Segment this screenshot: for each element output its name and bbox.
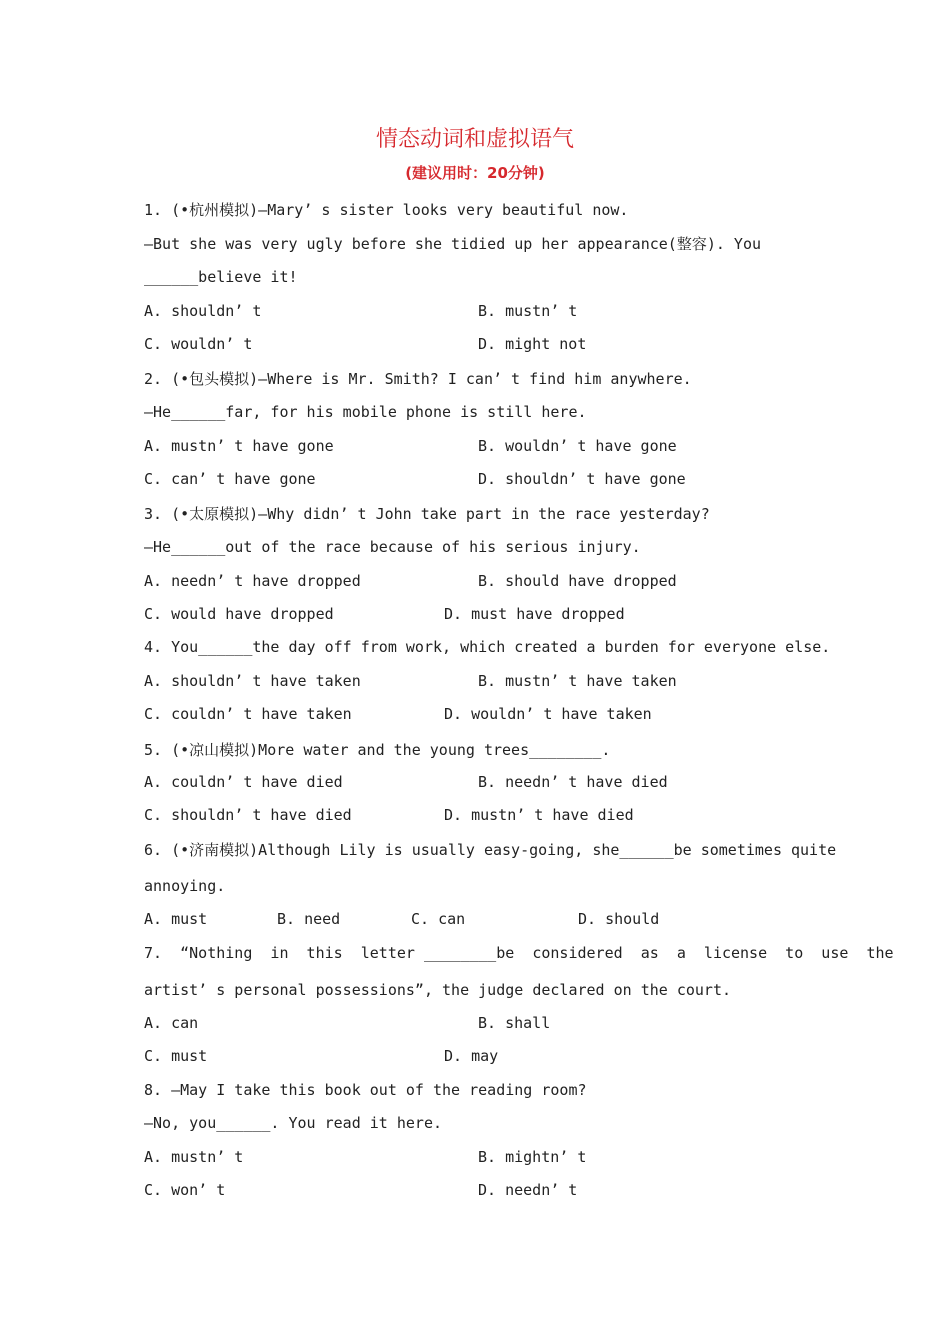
question-5-option-d: D. mustn’ t have died [444, 806, 634, 824]
question-5-stem: 5. (•凉山模拟)More water and the young trees________. [144, 741, 611, 759]
question-1-option-d: D. might not [478, 335, 587, 353]
question-7-stem: 7. “Nothing in this letter ________be considered as a license to use the [144, 944, 894, 962]
page-title: 情态动词和虚拟语气 [375, 127, 574, 152]
question-1-option-b: B. mustn’ t [478, 302, 578, 320]
question-4-stem: 4. You______the day off from work, which created a burden for everyone else. [144, 638, 831, 656]
question-6-option-c: C. can [411, 910, 466, 928]
question-8-option-c: C. won’ t [144, 1181, 226, 1199]
question-4-option-b: B. mustn’ t have taken [478, 672, 677, 690]
question-5-option-c: C. shouldn’ t have died [144, 806, 352, 824]
question-5-option-b: B. needn’ t have died [478, 773, 668, 791]
question-2-option-d: D. shouldn’ t have gone [478, 470, 686, 488]
question-6-stem: 6. (•济南模拟)Although Lily is usually easy-going, she______be sometimes quite [144, 841, 837, 859]
question-1-option-c: C. wouldn’ t [144, 335, 253, 353]
question-7-option-a: A. can [144, 1014, 199, 1032]
question-2-option-c: C. can’ t have gone [144, 470, 316, 488]
question-8-option-b: B. mightn’ t [478, 1148, 587, 1166]
question-2-line-2: —He______far, for his mobile phone is still here. [144, 403, 587, 421]
question-3-option-c: C. would have dropped [144, 605, 334, 623]
question-3-option-d: D. must have dropped [444, 605, 625, 623]
question-3-line-2: —He______out of the race because of his serious injury. [144, 538, 641, 556]
question-1-option-a: A. shouldn’ t [144, 302, 262, 320]
question-7-option-c: C. must [144, 1047, 208, 1065]
question-4-option-a: A. shouldn’ t have taken [144, 672, 361, 690]
question-8-stem: 8. —May I take this book out of the reading room? [144, 1081, 587, 1099]
question-7-option-b: B. shall [478, 1014, 551, 1032]
question-3-option-b: B. should have dropped [478, 572, 677, 590]
question-7-line-2: artist’ s personal possessions”, the judge declared on the court. [144, 981, 731, 999]
question-6-option-a: A. must [144, 910, 208, 928]
question-3-stem: 3. (•太原模拟)—Why didn’ t John take part in the race yesterday? [144, 505, 710, 523]
question-6-option-b: B. need [277, 910, 341, 928]
question-1-stem: 1. (•杭州模拟)—Mary’ s sister looks very beautiful now. [144, 201, 629, 219]
question-2-option-a: A. mustn’ t have gone [144, 437, 334, 455]
question-6-option-d: D. should [578, 910, 660, 928]
question-1-line-2: —But she was very ugly before she tidied up her appearance(整容). You [144, 235, 761, 253]
question-8-option-a: A. mustn’ t [144, 1148, 244, 1166]
question-6-line-2: annoying. [144, 877, 226, 895]
question-8-option-d: D. needn’ t [478, 1181, 578, 1199]
question-2-option-b: B. wouldn’ t have gone [478, 437, 677, 455]
question-8-line-2: —No, you______. You read it here. [144, 1114, 443, 1132]
question-3-option-a: A. needn’ t have dropped [144, 572, 361, 590]
question-1-line-3: ______believe it! [144, 268, 298, 286]
time-suggestion: (建议用时：20分钟) [405, 164, 545, 182]
question-7-option-d: D. may [444, 1047, 499, 1065]
question-2-stem: 2. (•包头模拟)—Where is Mr. Smith? I can’ t find him anywhere. [144, 370, 692, 388]
question-5-option-a: A. couldn’ t have died [144, 773, 343, 791]
question-4-option-d: D. wouldn’ t have taken [444, 705, 652, 723]
question-4-option-c: C. couldn’ t have taken [144, 705, 352, 723]
